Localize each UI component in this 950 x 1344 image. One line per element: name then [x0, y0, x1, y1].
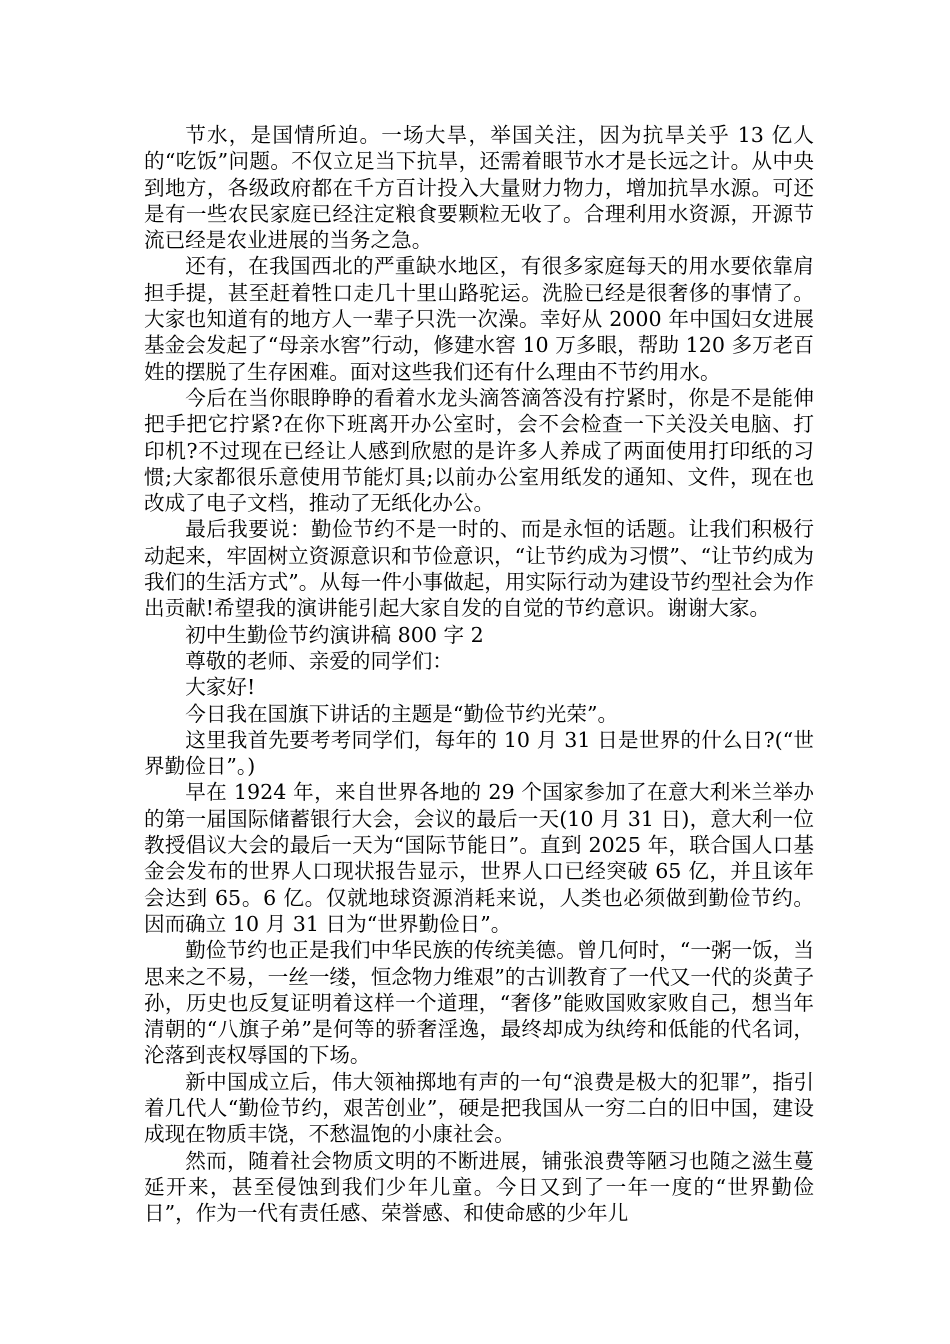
paragraph-quiz: 这里我首先要考考同学们，每年的 10 月 31 日是世界的什么日?(“世界勤俭日”。): [144, 727, 814, 779]
paragraph-northwest-water: 还有，在我国西北的严重缺水地区，有很多家庭每天的用水要依靠肩担手提，甚至赶着牲口走几十里山路驼运。洗脸已经是很奢侈的事情了。大家也知道有的地方人一辈子只洗一次澡。幸好从 2000 年中国妇女进展基金会发起了“母亲水窖”行动，修建水窖 10 万多眼，帮助 120 多万老百姓的摆脱了生存困难。面对这些我们还有什么理由不节约用水。: [144, 254, 814, 384]
paragraph-office-habits: 今后在当你眼睁睁的看着水龙头滴答滴答没有拧紧时，你是不是能伸把手把它拧紧?在你下班离开办公室时，会不会检查一下关没关电脑、打印机?不过现在已经让人感到欣慰的是许多人养成了两面使用打印纸的习惯;大家都很乐意使用节能灯具;以前办公室用纸发的通知、文件，现在也改成了电子文档，推动了无纸化办公。: [144, 385, 814, 516]
paragraph-history-1924: 早在 1924 年，来自世界各地的 29 个国家参加了在意大利米兰举办的第一届国际储蓄银行大会，会议的最后一天(10 月 31 日)，意大利一位教授倡议大会的最后一天为“国际节能日”。直到 2025 年，联合国人口基金会发布的世界人口现状报告显示，世界人口已经突破 65 亿，并且该年会达到 65。6 亿。仅就地球资源消耗来说，人类也必须做到勤俭节约。因而确立 10 月 31 日为“世界勤俭日”。: [144, 780, 814, 936]
paragraph-closing: 最后我要说：勤俭节约不是一时的、而是永恒的话题。让我们积极行动起来，牢固树立资源意识和节俭意识，“让节约成为习惯”、“让节约成为我们的生活方式”。从每一件小事做起，用实际行动为建设节约型社会为作出贡献!希望我的演讲能引起大家自发的自觉的节约意识。谢谢大家。: [144, 517, 814, 621]
paragraph-tradition: 勤俭节约也正是我们中华民族的传统美德。曾几何时，“一粥一饭，当思来之不易，一丝一缕，恒念物力维艰”的古训教育了一代又一代的炎黄子孙，历史也反复证明着这样一个道理，“奢侈”能败国败家败自己，想当年清朝的“八旗子弟”是何等的骄奢淫逸，最终却成为纨绔和低能的代名词，沦落到丧权辱国的下场。: [144, 938, 814, 1068]
greeting: 大家好!: [185, 675, 256, 700]
salutation: 尊敬的老师、亲爱的同学们：: [185, 648, 453, 673]
paragraph-new-china: 新中国成立后，伟大领袖掷地有声的一句“浪费是极大的犯罪”，指引着几代人“勤俭节约，艰苦创业”，硬是把我国从一穷二白的旧中国，建设成现在物质丰饶，不愁温饱的小康社会。: [144, 1069, 814, 1147]
paragraph-however: 然而，随着社会物质文明的不断进展，铺张浪费等陋习也随之滋生蔓延开来，甚至侵蚀到我们少年儿童。今日又到了一年一度的“世界勤俭日”，作为一代有责任感、荣誉感、和使命感的少年儿: [144, 1148, 814, 1226]
section-title: 初中生勤俭节约演讲稿 800 字 2: [185, 622, 484, 647]
paragraph-water-saving: 节水，是国情所迫。一场大旱，举国关注，因为抗旱关乎 13 亿人的“吃饭”问题。不仅立足当下抗旱，还需着眼节水才是长远之计。从中央到地方，各级政府都在千方百计投入大量财力物力，增加抗旱水源。可还是有一些农民家庭已经注定粮食要颗粒无收了。合理利用水资源，开源节流已经是农业进展的当务之急。: [144, 123, 814, 253]
speech-topic: 今日我在国旗下讲话的主题是“勤俭节约光荣”。: [185, 701, 619, 726]
document-page: [144, 122, 814, 1226]
